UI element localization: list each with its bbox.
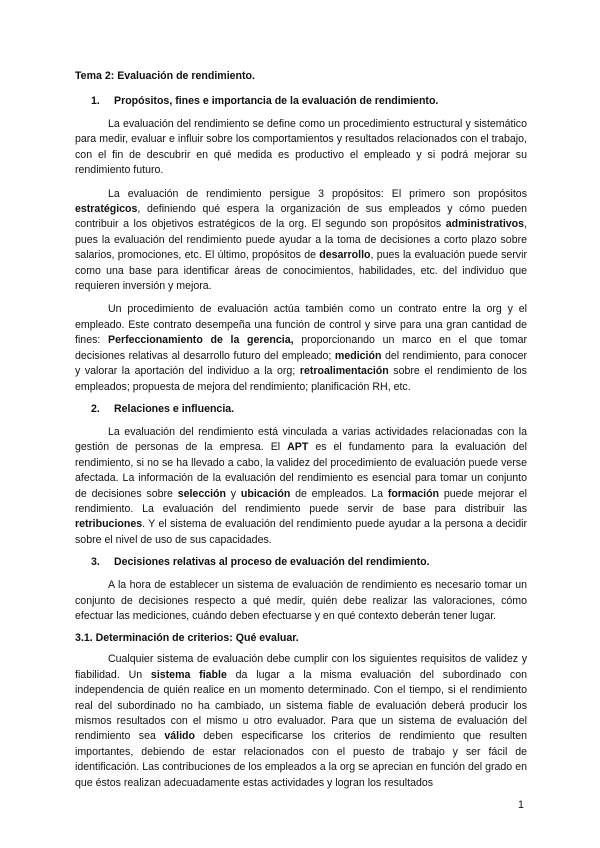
bold-term: estratégicos [75, 203, 138, 216]
bold-term: sistema fiable [150, 668, 227, 681]
bold-term: medición [334, 349, 382, 362]
section-1-title: Propósitos, fines e importancia de la evaluación de rendimiento. [114, 95, 439, 107]
bold-term: Perfeccionamiento de la gerencia, [108, 334, 294, 347]
bold-term: desarrollo [319, 249, 371, 262]
document-title: Tema 2: Evaluación de rendimiento. [75, 70, 255, 82]
page-number: 1 [518, 799, 524, 811]
section-3-paragraph-1: A la hora de establecer un sistema de evaluación de rendimiento es necesario tomar un conjunto de decisiones respecto a qué medir, quién debe realizar las valoraciones, cómo efectuar las mediciones, cuándo deben efectuarse y en qué contexto deberán tener lugar. [75, 579, 527, 622]
section-1-paragraph-3: Un procedimiento de evaluación actúa también como un contrato entre la org y el empleado. Este contrato desempeña una función de control y sirve para una gran cantidad de fines: Perfeccionamiento de la gerencia, proporcionando un marco en el que tomar decisiones relativas al desarrollo futuro del empleado; medición del rendimiento, para conocer y valorar la aportación del individuo a la org; retroalimentación sobre el rendimiento de los empleados; propuesta de mejora del rendimiento; planificación RH, etc. [75, 303, 527, 393]
section-3-1-heading: 3.1. Determinación de criterios: Qué evaluar. [75, 632, 299, 645]
section-3-number: 3. [91, 556, 100, 569]
section-1-paragraph-2: La evaluación de rendimiento persigue 3 propósitos: El primero son propósitos estratégicos, definiendo qué espera la organización de sus empleados y cómo pueden contribuir a los objetivos estratégicos de la org. El segundo son propósitos administrativos, pues la evaluación del rendimiento puede ayudar a la toma de decisiones a corto plazo sobre salarios, promociones, etc. El último, propósitos de desarrollo, pues la evaluación puede servir como una base para identificar áreas de conocimientos, habilidades, etc. del individuo que requieren inversión y mejora. [75, 187, 527, 293]
section-2-title: Relaciones e influencia. [114, 402, 235, 415]
section-3-1-paragraph-1: Cualquier sistema de evaluación debe cumplir con los siguientes requisitos de validez y fiabilidad. Un sistema fiable da lugar a la misma evaluación del subordinado con independencia de quién realice en un momento determinado. Con el tiempo, si el rendimiento real del subordinado no ha cambiado, un sistema fiable de evaluación deberá producir los mismos resultados con el mismo u otro evaluador. Para que un sistema de evaluación del rendimiento sea válido deben especificarse los criterios de rendimiento que resulten importantes, debiendo de estar relacionados con el puesto de trabajo y ser fácil de identificación. Las contribuciones de los empleados a la org se aprecian en función del grado en que éstos realizan adecuadamente estas actividades y logran los resultados [75, 653, 527, 789]
section-2-number: 2. [91, 402, 100, 415]
section-1-paragraph-1: La evaluación del rendimiento se define como un procedimiento estructural y sistemático para medir, evaluar e influir sobre los comportamientos y resultados relacionados con el trabajo, con el fin de descubrir en qué medida es productivo el empleado y si podrá mejorar su rendimiento futuro. [75, 118, 527, 177]
bold-term: retroalimentación [299, 365, 389, 378]
page-content [75, 70, 527, 799]
section-3-title: Decisiones relativas al proceso de evaluación del rendimiento. [114, 556, 430, 569]
bold-term: válido [164, 730, 195, 743]
bold-term: selección [177, 487, 226, 500]
section-1-number: 1. [91, 95, 100, 107]
bold-term: retribuciones [75, 518, 143, 531]
bold-term: APT [287, 441, 309, 454]
section-2-heading [75, 403, 527, 415]
bold-term: formación [387, 487, 440, 500]
section-3-heading [75, 556, 527, 568]
section-1-heading [75, 95, 527, 107]
bold-term: ubicación [240, 487, 291, 500]
bold-term: administrativos [445, 218, 525, 231]
section-2-paragraph-1: La evaluación del rendimiento está vinculada a varias actividades relacionadas con la gestión de personas de la empresa. El APT es el fundamento para la evaluación del rendimiento, si no se ha llevado a cabo, la validez del procedimiento de evaluación puede verse afectada. La información de la evaluación del rendimiento es esencial para tomar un conjunto de decisiones sobre selección y ubicación de empleados. La formación puede mejorar el rendimiento. La evaluación del rendimiento puede servir de base para distribuir las retribuciones. Y el sistema de evaluación del rendimiento puede ayudar a la persona a decidir sobre el nivel de uso de sus capacidades. [75, 425, 528, 546]
